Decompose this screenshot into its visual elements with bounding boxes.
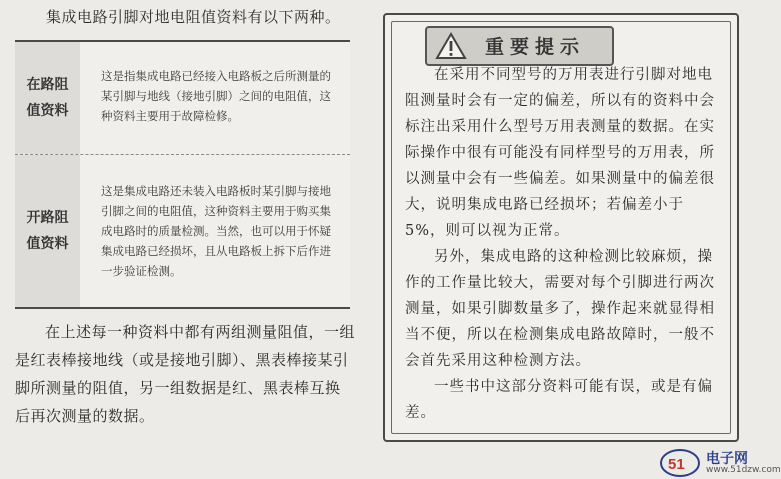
row-description: 这是指集成电路已经接入电路板之后所测量的某引脚与地线（接地引脚）之间的电阻值，这种资料主要用于故障检修。 [101,69,331,123]
row-label-cell [15,42,80,154]
site-logo [660,448,781,478]
tip-header [425,26,614,66]
tip-body [405,62,721,426]
resistance-data-table [15,40,350,309]
table-row [15,42,350,155]
tip-title: 重要提示 [485,36,586,58]
intro-text: 集成电路引脚对地电阻值资料有以下两种。 [46,8,341,26]
row-label-cell [15,155,80,307]
tip-paragraph: 一些书中这部分资料可能有误，或是有偏差。 [405,379,713,421]
logo-brand: 电子网 [706,451,748,467]
logo-url: www.51dzw.com [706,465,781,475]
row-label: 在路阻值资料 [26,77,69,119]
tip-paragraph: 另外，集成电路的这种检测比较麻烦，操作的工作量比较大，需要对每个引脚进行两次测量，如果引脚数量多了，操作起来就显得相当不便，所以在检测集成电路故障时，一般不会首先采用这种检测方法。 [405,249,715,369]
svg-text:51: 51 [668,456,685,473]
important-tip-box [383,13,739,442]
logo-icon [660,448,702,478]
summary-paragraph: 在上述每一种资料中都有两组测量阻值，一组是红表棒接地线（或是接地引脚）、黑表棒接某引脚所测量的阻值，另一组数据是红、黑表棒互换后再次测量的数据。 [15,323,356,425]
row-label: 开路阻值资料 [26,210,69,252]
tip-paragraph: 在采用不同型号的万用表进行引脚对地电阻测量时会有一定的偏差，所以有的资料中会标注出采用什么型号万用表测量的数据。在实际操作中很有可能没有同样型号的万用表，所以测量中会有一些偏差。如果测量中的偏差很大，说明集成电路已经损坏；若偏差小于5%，则可以视为正常。 [405,67,715,239]
row-description: 这是集成电路还未装入电路板时某引脚与接地引脚之间的电阻值，这种资料主要用于购买集成电路时的质量检测。当然，也可以用于怀疑集成电路已经损坏，且从电路板上拆下后作进一步验证检测。 [101,184,331,278]
table-row [15,155,350,307]
warning-icon [435,32,467,60]
